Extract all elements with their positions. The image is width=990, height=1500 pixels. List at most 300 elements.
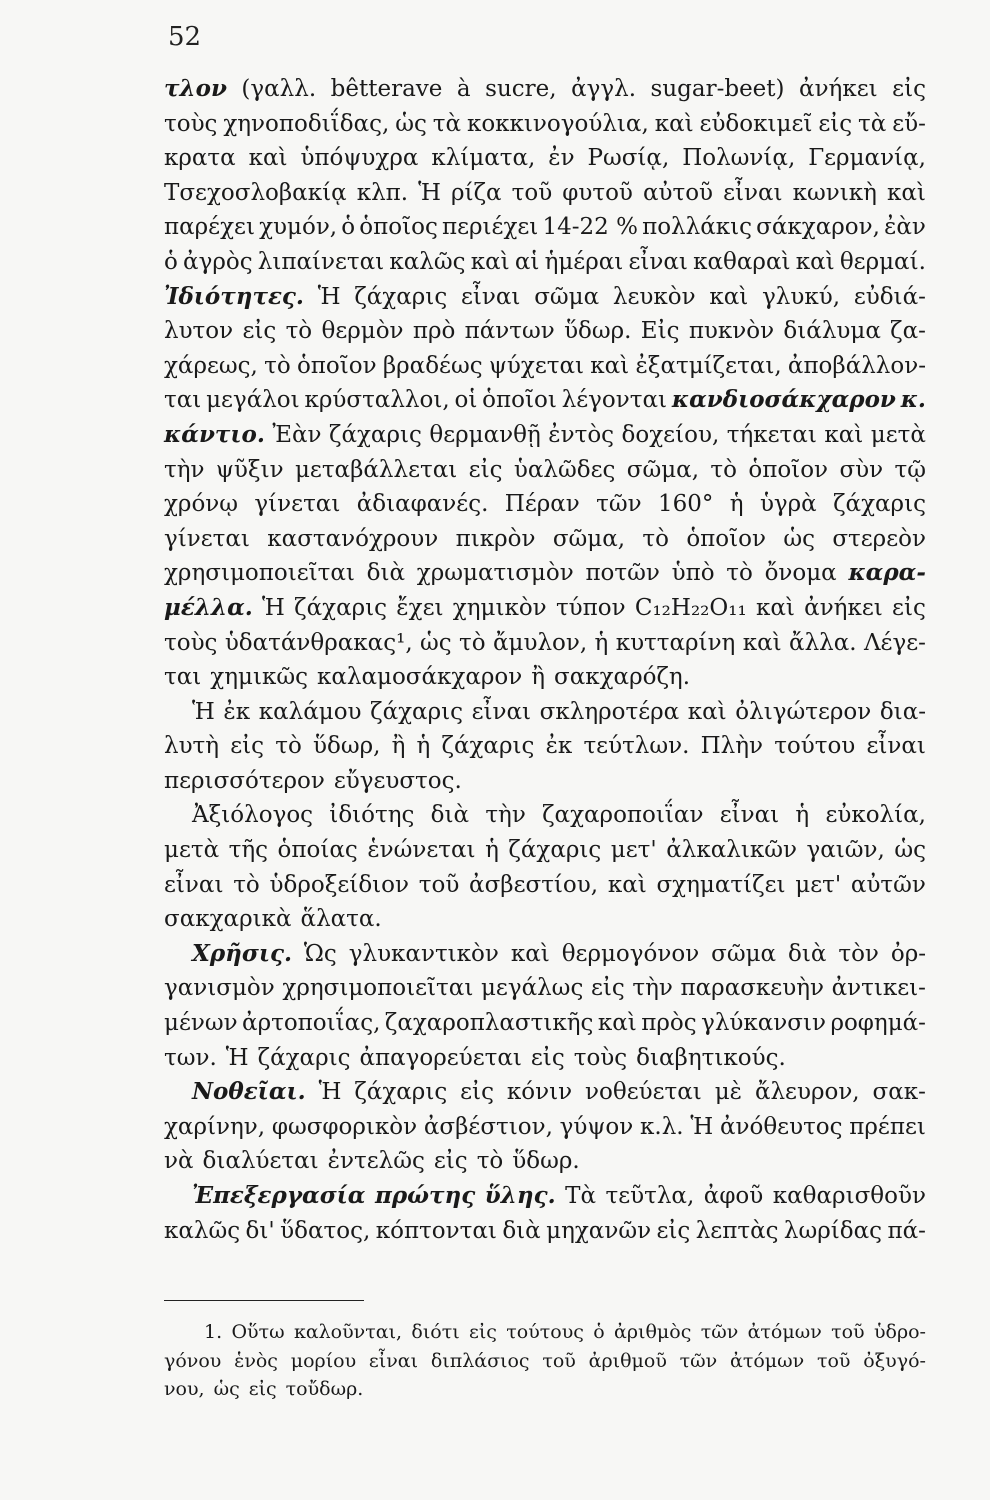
word: μεγάλοι [206,387,300,414]
word: ἑνὸς [234,1349,278,1372]
word: εἰς [460,1079,494,1106]
word: ἀγρὸς [183,248,253,275]
text-line [164,1179,926,1214]
word: πικρὸν [455,525,536,552]
word: ὡς [783,525,815,552]
word: εἰς [590,975,625,1002]
word: εἶναι [628,248,688,275]
word: ζάχαρις [441,733,535,760]
word: των. [164,1044,217,1071]
word: ζάχαρις [329,421,422,448]
word: κ. [900,386,926,414]
word: εἰς [892,594,926,621]
word: ὑπὸ [671,560,715,587]
text-line [164,591,926,626]
word: καλαμοσάκχαρον [316,664,523,691]
word: γανισμὸν [164,975,275,1002]
word: ἀσβεστίου, [469,871,599,898]
word: αἱ [514,248,540,275]
word: κλπ. [356,179,409,206]
word: καλῶς [389,248,466,275]
word: ἀγγλ. [571,76,637,102]
word: γύψον [559,1113,634,1140]
text-line [164,1006,926,1041]
word: μεγάλως [480,975,584,1002]
word: ἀφοῦ [703,1183,764,1209]
word: ζαχαροπλαστικῆς [384,1010,594,1037]
word: Τὰ [565,1183,596,1209]
word: ἡμέραι [544,248,624,275]
text-line [164,314,926,349]
word: καὶ [824,421,864,448]
word: ὁποίας [277,837,358,864]
word: τοῦ [831,1321,865,1343]
word: ἢ [531,664,546,691]
word: τύπον [555,594,626,621]
word: τοῦ [418,871,460,898]
word: καλοῦνται, [293,1321,403,1343]
word: σῶμα, [626,456,700,483]
word: Ἐπεξεργασία [192,1182,366,1209]
word: ἀριθμοῦ [588,1349,667,1372]
word: ὕδωρ, [313,733,381,760]
word: τοῦ [511,179,553,206]
word: καὶ [470,248,510,275]
word: τὴν [632,975,673,1002]
text-line [164,522,926,557]
word: εἰς [656,1217,691,1244]
word: λεπτὰς [695,1217,779,1244]
word: 1. [204,1321,223,1343]
word: ἰδιότης [329,802,415,829]
footnote-line [164,1347,926,1376]
footnote-line [164,1318,926,1347]
word: εὔ- [892,110,926,137]
word: καλῶς [164,1217,241,1244]
word: καὶ [597,1010,637,1037]
word: Ἡ [225,1044,249,1071]
word: πά- [887,1217,926,1244]
word: Ἡ [418,179,441,206]
word: 160° [658,491,714,518]
word: ὀλιγώτερον [735,698,872,725]
word: ἀποβάλλον- [787,352,926,379]
word: ὡς [894,837,926,864]
word: σάκχαρον, [756,214,880,241]
word: ζαχαροποιΐαν [542,802,704,829]
word: Ἡ [318,1079,342,1106]
word: τὸ [476,1148,504,1175]
word: ἀντικει- [831,975,926,1002]
word: γαιῶν, [806,837,885,864]
word: ἐν [548,145,575,172]
word: ἄλευρον, [754,1079,860,1106]
word: σακχαρικὰ [164,906,292,933]
footnote [164,1318,926,1404]
footnote-divider [164,1300,364,1301]
word: ὑαλῶδες [513,456,616,483]
word: ὀξυγό- [863,1349,926,1372]
word: μετὰ [870,421,926,448]
word: διαβητικούς. [636,1044,786,1071]
word: γλυκαντικὸν [348,940,499,967]
word: περισσότερον [164,767,325,794]
word: χυμόν, [259,214,338,241]
word: πρώτης [375,1182,476,1209]
text-line [164,1214,926,1249]
word: περιέχει [441,214,539,241]
word: κρύσταλλοι, [304,387,450,414]
word: καὶ [795,248,835,275]
word: ἅλατα. [300,906,382,933]
word: ἡ [485,837,499,864]
word: τούτους [506,1321,584,1343]
word: πολλάκις [642,214,753,241]
word: ἐντὸς [548,421,615,448]
body-text [164,72,926,1248]
word: ὁποῖον [296,352,377,379]
word: ὑδρο- [873,1321,926,1343]
word: δι' [245,1217,275,1244]
text-line [164,280,926,315]
word: ἐκ [223,698,251,725]
word: τῆς [228,837,269,864]
word: ροφημά- [830,1010,926,1037]
text-line [164,937,926,972]
word: πρὸ [412,318,456,345]
word: κόνιν [506,1079,573,1106]
word: τὸ [275,733,302,760]
word: εἰς [818,110,853,137]
word: Εἰς [640,318,680,345]
text-line [164,868,926,903]
word: διὰ [366,560,406,587]
word: καὶ [607,871,647,898]
word: μέλλα. [164,593,253,621]
word: γίνεται [164,525,250,552]
word: κανδιοσάκχαρον [671,386,896,414]
word: νου, [164,1378,205,1401]
word: ἀνήκει [799,76,878,102]
word: ὕλης. [484,1182,556,1209]
text-line [164,695,926,730]
word: σακ- [872,1079,926,1106]
word: χρησιμοποιεῖται [282,975,474,1002]
word: στερεὸν [832,525,926,552]
word: μετὰ [164,837,220,864]
text-line [164,176,926,211]
word: τλον [164,75,227,102]
word: ἄμυλον, [492,629,588,656]
word: θερμανθῇ [429,421,541,448]
word: à [456,76,471,102]
word: κυτταρίνη [615,629,736,656]
word: ἐξατμίζεται, [635,352,782,379]
word: τὸ [233,871,260,898]
text-line [164,833,926,868]
word: εἶναι [866,733,926,760]
word: ζάχαρις [294,594,388,621]
word: σκληροτέρα [539,698,680,725]
word: χημικῶς [210,664,308,691]
word: χηνοποδιΐδας, [223,110,390,137]
word: ὕδωρ. [512,1148,580,1175]
word: τήκεται [726,421,817,448]
word: κ.λ. [640,1113,684,1140]
word: ἀδιαφανές. [356,491,489,518]
word: χημικὸν [452,594,547,621]
word: κόπτονται [375,1217,497,1244]
word: λευκὸν [612,283,696,310]
text-line [164,902,926,937]
text-line [164,556,926,591]
word: ἐκ [545,733,573,760]
word: θερμογόνον [561,940,700,967]
word: τὸν [838,940,879,967]
word: 14-22 % [542,214,638,241]
word: εἰς [892,76,926,102]
word: εὐκολία, [825,802,926,829]
word: εἶναι [719,802,780,829]
text-line [164,418,926,453]
word: καὶ [755,594,795,621]
word: τὰ [432,110,462,137]
word: ἀτόμων [730,1349,805,1372]
word: διάλυμα [783,318,881,345]
word: εἰς [248,1378,277,1401]
text-line [164,349,926,384]
text-line [164,764,926,799]
word: θερμαί. [839,248,926,275]
word: οἱ [454,387,478,414]
word: τὴν [485,802,526,829]
word: εὐδιά- [853,283,926,310]
word: Γερμανίᾳ, [808,145,926,172]
word: ἀνήκει [804,594,883,621]
word: ζάχαρις [508,837,602,864]
word: φωσφορικὸν [271,1113,418,1140]
word: μὲ [714,1079,743,1106]
word: καλάμου [258,698,362,725]
word: κλίματα, [431,145,536,172]
text-line [164,798,926,833]
word: ποτῶν [585,560,660,587]
word: σχηματίζει [656,871,786,898]
text-line [164,245,926,280]
word: σὺν [839,456,884,483]
word: Ἡ [192,698,215,725]
word: εἰς [469,1321,497,1343]
word: καὶ [248,145,288,172]
word: ὑγρὰ [759,491,817,518]
word: ὁ [164,248,178,275]
text-line [164,453,926,488]
word: ὁ [341,214,356,241]
word: διὰ [430,802,470,829]
text-line [164,1041,926,1076]
text-line [164,1075,926,1110]
word: σῶμα [534,283,600,310]
word: ἀσβέστιον, [423,1113,553,1140]
word: ὡς [420,629,452,656]
word: νοθεύεται [585,1079,702,1106]
word: σῶμα, [552,525,626,552]
word: φυτοῦ [562,179,633,206]
word: διαλύεται [202,1148,319,1175]
word: Πολωνίᾳ, [682,145,796,172]
word: τῶν [700,1321,739,1343]
word: Χρῆσις. [192,939,292,967]
word: μεταβάλλεται [294,456,458,483]
text-line [164,107,926,142]
word: ζάχαρις [833,491,926,518]
word: ἔχει [396,594,444,621]
word: εἶναι [164,871,224,898]
word: ἀτόμων [747,1321,822,1343]
word: αὐτοῦ [642,179,714,206]
word: Ὡς [303,940,337,967]
word: ζάχαρις [257,1044,351,1071]
word: ζάχαρις [370,698,464,725]
word: ὑδροξείδιον [269,871,410,898]
word: Οὕτω [231,1321,285,1343]
word: καὶ [654,110,694,137]
word: διότι [411,1321,460,1343]
word: εἰς [242,318,277,345]
word: κοκκινογούλια, [466,110,649,137]
word: ὁποῖοι [482,387,557,414]
word: ὑπόψυχρα [300,145,419,172]
word: C₁₂H₂₂O₁₁ [634,594,747,621]
text-line [164,1110,926,1145]
word: μένων [164,1010,238,1037]
word: sucre, [485,76,557,102]
word: τοῦ [542,1349,576,1372]
word: ἡ [416,733,431,760]
word: χαρίνην, [164,1113,266,1140]
word: Νοθεῖαι. [192,1078,306,1106]
word: τὴν [164,456,205,483]
word: Ἰδιότητες. [164,282,304,310]
word: ρίζα [451,179,502,206]
word: Ἡ [690,1113,714,1140]
word: τοὺς [164,110,218,137]
word: τῷ [894,456,926,483]
word: παρασκευὴν [680,975,824,1002]
word: ὑδατάνθρακας¹, [224,629,413,656]
word: Ἡ [262,594,285,621]
word: μηχανῶν [546,1217,652,1244]
text-line [164,626,926,661]
word: γλυκύ, [762,283,841,310]
word: ὕδωρ. [564,318,632,345]
word: διὰ [502,1217,541,1244]
word: γίνεται [254,491,341,518]
word: καὶ [510,940,550,967]
word: ὀρ- [890,940,926,967]
word: Ἀξιόλογος [192,802,314,829]
word: αὐτῶν [850,871,926,898]
word: νὰ [164,1148,194,1175]
word: τὸ [710,456,737,483]
word: τῶν [596,491,642,518]
word: Πλὴν [700,733,764,760]
word: καστανόχρουν [267,525,439,552]
word: τοῦ [816,1349,851,1372]
word: χάρεως, [164,352,258,379]
word: ἀνόθευτος [719,1113,843,1140]
word: ἡ [795,802,810,829]
word: τὸ [726,560,753,587]
word: θερμὸν [321,318,404,345]
word: πυκνὸν [688,318,775,345]
word: τὸ [459,629,486,656]
word: Ἐὰν [272,421,322,448]
word: τὸ [642,525,669,552]
word: ἀρτοποιΐας, [242,1010,381,1037]
word: εἰς [433,1148,468,1175]
word: εὔγευστος. [333,767,462,794]
word: ἐὰν [884,214,926,241]
word: λυτον [164,318,234,345]
word: λιπαίνεται [257,248,385,275]
word: ται [164,387,202,414]
word: ζάχαρις [354,283,448,310]
word: Τσεχοσλοβακίᾳ [164,179,347,206]
word: δοχείου, [621,421,720,448]
word: ἑνώνεται [367,837,476,864]
text-line [164,487,926,522]
text-line [164,72,926,107]
word: κάντιο. [164,420,265,448]
word: ὁποῖος [359,214,438,241]
word: χρωματισμὸν [416,560,574,587]
word: Ἡ [317,283,341,310]
word: δια- [879,698,926,725]
word: bêtterave [330,76,443,102]
word: τοὺς [164,629,218,656]
word: εἰς [230,733,265,760]
word: ἀπαγορεύεται [359,1044,522,1071]
word: ὁ [593,1321,605,1343]
word: εἶναι [368,1349,419,1372]
word: λυτὴ [164,733,220,760]
word: εἶναι [460,283,521,310]
word: ἀλκαλικῶν [666,837,797,864]
word: γλύκανσιν [701,1010,826,1037]
word: σῶμα [711,940,777,967]
word: πάντων [464,318,555,345]
word: ἀριθμὸς [614,1321,692,1343]
word: ψύχεται [488,352,585,379]
word: καὶ [590,352,630,379]
word: Ρωσίᾳ, [587,145,670,172]
word: ἢ [391,733,406,760]
word: τούτου [774,733,856,760]
word: τὸ [285,318,313,345]
word: τὸ [264,352,291,379]
word: ὕδατος, [280,1217,371,1244]
word: εὐδοκιμεῖ [699,110,813,137]
word: κωνικὴ [792,179,877,206]
text-line [164,729,926,764]
footnote-line [164,1375,926,1404]
word: πρὸς [641,1010,697,1037]
word: τεύτλων. [583,733,690,760]
word: κρατα [164,145,236,172]
text-line [164,660,926,695]
word: τὰ [858,110,887,137]
